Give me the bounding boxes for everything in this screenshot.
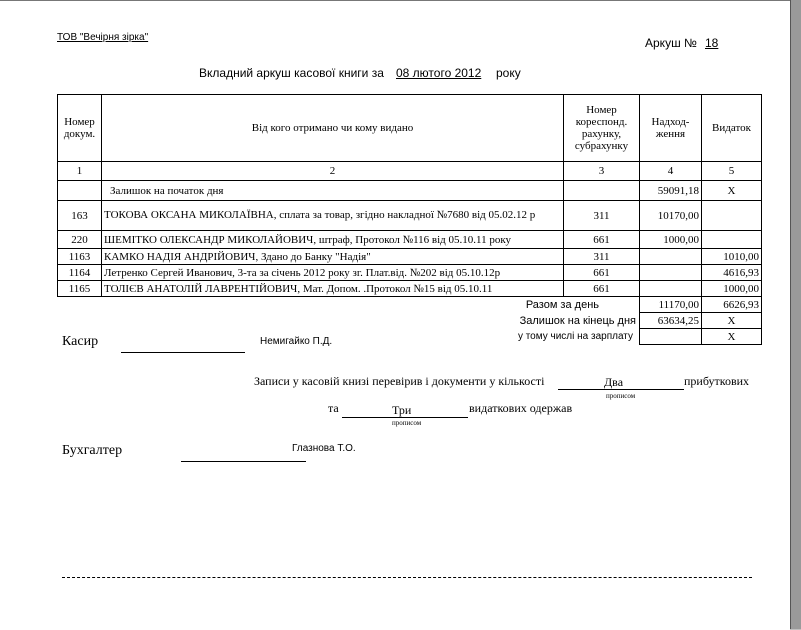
- row-expense: 4616,93: [702, 265, 762, 281]
- income-count-line: [558, 389, 684, 390]
- table-row: [58, 231, 762, 249]
- sheet-number: 18: [705, 36, 719, 50]
- row-description: Летренко Сергей Иванович, 3-та за січень 2012 року зг. Плат.від. №202 від 05.10.12р: [102, 265, 564, 281]
- row-corr-account: 311: [564, 249, 640, 265]
- header-expense: Видаток: [702, 95, 762, 162]
- cash-book-table: [57, 94, 762, 345]
- day-total-label: Разом за день: [525, 298, 599, 311]
- row-corr-account: 661: [564, 281, 640, 297]
- row-doc-no: 220: [58, 231, 102, 249]
- closing-balance-row: [58, 313, 762, 329]
- header-row: [58, 95, 762, 162]
- header-from-to: Від кого отримано чи кому видано: [102, 95, 564, 162]
- row-income: [640, 249, 702, 265]
- income-hint: прописом: [606, 392, 636, 400]
- table-row: [58, 281, 762, 297]
- opening-balance-income: 59091,18: [640, 181, 702, 201]
- cashier-name: Немигайко П.Д.: [260, 336, 333, 347]
- header-doc-no: Номер докум.: [58, 95, 102, 162]
- day-total-income: 11170,00: [640, 297, 702, 313]
- column-numbers-row: [58, 162, 762, 181]
- cashier-label: Касир: [62, 334, 99, 349]
- expense-word: видаткових одержав: [469, 401, 573, 415]
- row-doc-no: 1165: [58, 281, 102, 297]
- opening-balance-expense: Х: [702, 181, 762, 201]
- page-edge: [790, 0, 791, 629]
- row-expense: [702, 231, 762, 249]
- organization-name: ТОВ "Вечірня зірка": [57, 32, 149, 43]
- col-number: 4: [640, 162, 702, 181]
- day-total-row: [58, 297, 762, 313]
- closing-balance-income: 63634,25: [640, 313, 702, 329]
- row-doc-no: 163: [58, 201, 102, 231]
- row-corr-account: 661: [564, 265, 640, 281]
- row-expense: 1000,00: [702, 281, 762, 297]
- day-total-expense: 6626,93: [702, 297, 762, 313]
- cut-line: [62, 577, 752, 578]
- viewer-background: [790, 0, 801, 629]
- row-income: [640, 265, 702, 281]
- accountant-name: Глазнова Т.О.: [292, 443, 356, 454]
- salary-expense: Х: [702, 329, 762, 345]
- cashier-signature-line: [121, 352, 245, 353]
- opening-balance-label: Залишок на початок дня: [102, 181, 564, 201]
- closing-balance-expense: Х: [702, 313, 762, 329]
- row-expense: [702, 201, 762, 231]
- salary-label: у тому числі на зарплату: [517, 331, 633, 342]
- row-description: ТОЛІЄВ АНАТОЛІЙ ЛАВРЕНТІЙОВИЧ, Мат. Допом. .Протокол №15 від 05.10.11: [102, 281, 564, 297]
- col-number: 5: [702, 162, 762, 181]
- title-prefix: Вкладний аркуш касової книги за: [199, 66, 384, 80]
- expense-count: Три: [392, 403, 412, 417]
- row-corr-account: 661: [564, 231, 640, 249]
- table-row: [58, 201, 762, 231]
- expense-hint: прописом: [392, 419, 422, 427]
- sheet-label: Аркуш №: [645, 36, 697, 50]
- col-number: 3: [564, 162, 640, 181]
- row-corr-account: 311: [564, 201, 640, 231]
- row-doc-no: 1164: [58, 265, 102, 281]
- opening-balance-row: [58, 181, 762, 201]
- salary-row: [58, 329, 762, 345]
- table-row: [58, 249, 762, 265]
- row-description: ШЕМІТКО ОЛЕКСАНДР МИКОЛАЙОВИЧ, штраф, Протокол №116 від 05.10.11 року: [102, 231, 564, 249]
- row-description: КАМКО НАДІЯ АНДРІЙОВИЧ, Здано до Банку "Надія": [102, 249, 564, 265]
- check-text: Записи у касовій книзі перевірив і документи у кількості: [254, 374, 545, 388]
- income-count: Два: [604, 375, 624, 389]
- accountant-signature-line: [181, 461, 306, 462]
- row-income: 1000,00: [640, 231, 702, 249]
- row-description: ТОКОВА ОКСАНА МИКОЛАЇВНА, сплата за товар, згідно накладної №7680 від 05.02.12 р: [102, 201, 564, 231]
- col-number: 2: [102, 162, 564, 181]
- row-expense: 1010,00: [702, 249, 762, 265]
- row-doc-no: 1163: [58, 249, 102, 265]
- expense-count-line: [342, 417, 468, 418]
- col-number: 1: [58, 162, 102, 181]
- header-corr-account: Номер кореспонд. рахунку, субрахунку: [564, 95, 640, 162]
- title-date: 08 лютого 2012: [396, 66, 482, 80]
- income-word: прибуткових: [684, 374, 750, 388]
- salary-income: [640, 329, 702, 345]
- table-row: [58, 265, 762, 281]
- header-income: Надход-ження: [640, 95, 702, 162]
- row-income: 10170,00: [640, 201, 702, 231]
- title-suffix: року: [496, 66, 521, 80]
- accountant-label: Бухгалтер: [62, 443, 123, 458]
- closing-balance-label: Залишок на кінець дня: [519, 314, 636, 327]
- and-word: та: [328, 401, 339, 415]
- row-income: [640, 281, 702, 297]
